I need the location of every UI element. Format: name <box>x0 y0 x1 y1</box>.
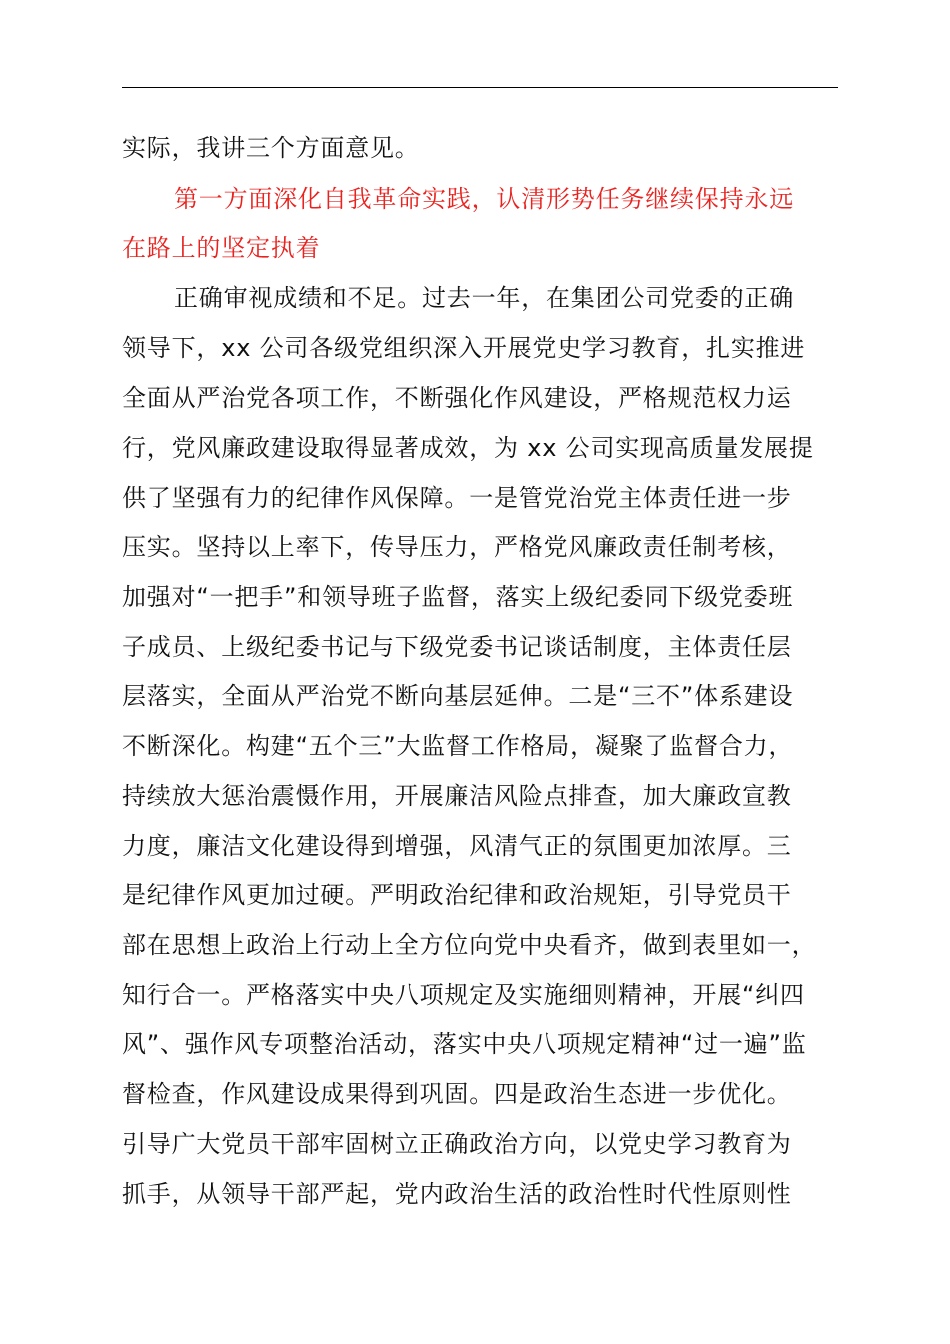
body-text-line: 持续放大惩治震慑作用，开展廉洁风险点排查，加大廉政宣教 <box>122 782 792 810</box>
body-text-line: 风”、强作风专项整治活动，落实中央八项规定精神“过一遍”监 <box>122 1030 807 1058</box>
body-text-line: 督检查，作风建设成果得到巩固。四是政治生态进一步优化。 <box>122 1080 792 1108</box>
body-text-line: 全面从严治党各项工作，不断强化作风建设，严格规范权力运 <box>122 384 792 412</box>
body-text-line: 层落实，全面从严治党不断向基层延伸。二是“三不”体系建设 <box>122 682 794 710</box>
body-text-line: 力度，廉洁文化建设得到增强，风清气正的氛围更加浓厚。三 <box>122 832 792 860</box>
section-heading-line: 在路上的坚定执着 <box>122 234 321 262</box>
body-text-line: 领导下，xx 公司各级党组织深入开展党史学习教育，扎实推进 <box>122 334 806 362</box>
body-text-line: 不断深化。构建“五个三”大监督工作格局，凝聚了监督合力， <box>122 732 794 760</box>
body-text-line: 供了坚强有力的纪律作风保障。一是管党治党主体责任进一步 <box>122 484 792 512</box>
body-text-line: 行，党风廉政建设取得显著成效，为 xx 公司实现高质量发展提 <box>122 434 814 462</box>
paragraph-first-line: 正确审视成绩和不足。过去一年，在集团公司党委的正确 <box>174 284 794 312</box>
body-text-line: 实际，我讲三个方面意见。 <box>122 134 420 162</box>
body-text-line: 部在思想上政治上行动上全方位向党中央看齐，做到表里如一， <box>122 931 817 959</box>
body-text-line: 抓手，从领导干部严起，党内政治生活的政治性时代性原则性 <box>122 1180 792 1208</box>
body-text-line: 加强对“一把手”和领导班子监督，落实上级纪委同下级党委班 <box>122 583 794 611</box>
body-text-line: 压实。坚持以上率下，传导压力，严格党风廉政责任制考核， <box>122 533 792 561</box>
body-text-line: 引导广大党员干部牢固树立正确政治方向，以党史学习教育为 <box>122 1130 792 1158</box>
body-text-line: 子成员、上级纪委书记与下级党委书记谈话制度，主体责任层 <box>122 633 792 661</box>
body-text-line: 是纪律作风更加过硬。严明政治纪律和政治规矩，引导党员干 <box>122 881 792 909</box>
body-text-line: 知行合一。严格落实中央八项规定及实施细则精神，开展“纠四 <box>122 981 805 1009</box>
section-heading-line: 第一方面深化自我革命实践，认清形势任务继续保持永远 <box>174 185 794 213</box>
header-rule <box>122 87 838 88</box>
